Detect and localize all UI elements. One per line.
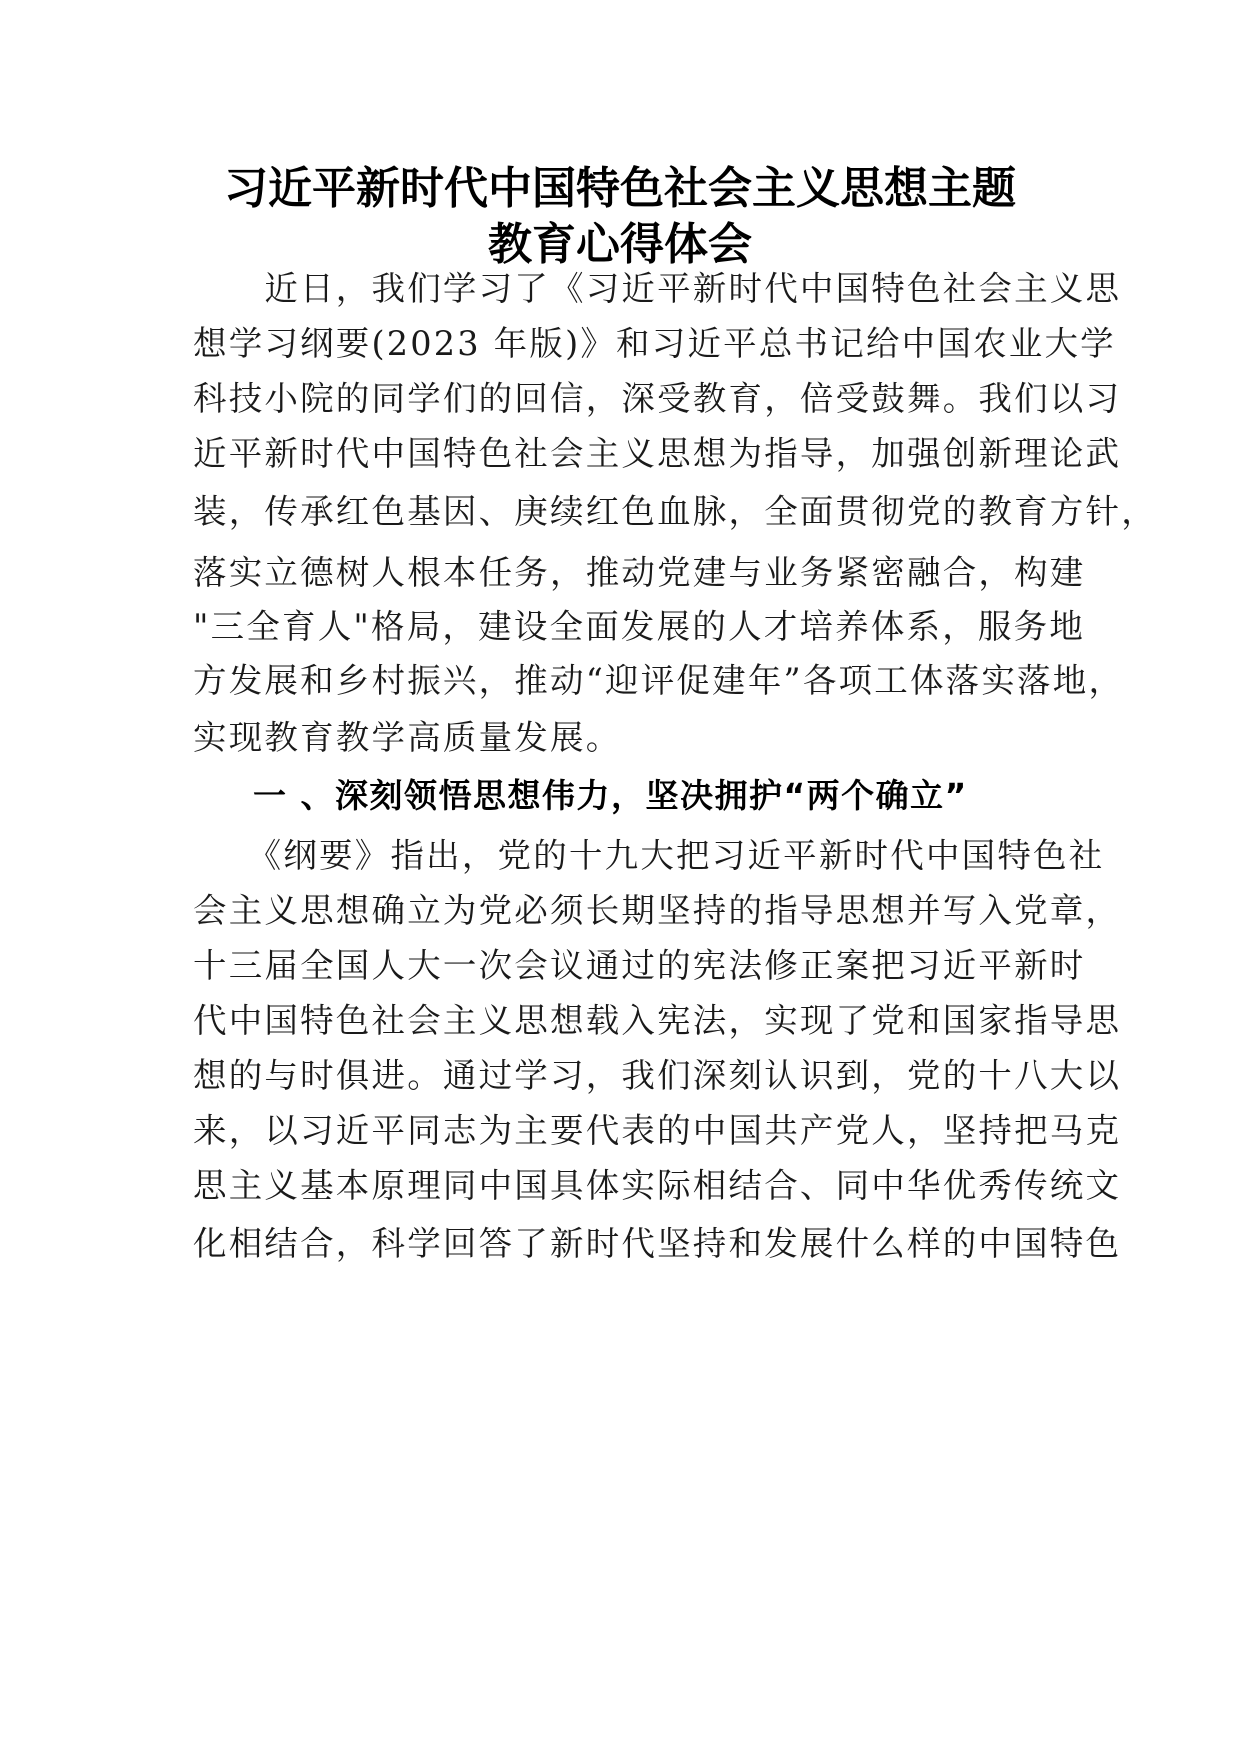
section-line: 十三届全国人大一次会议通过的宪法修正案把习近平新时 <box>193 946 1086 985</box>
intro-line: 想学习纲要(2023 年版)》和习近平总书记给中国农业大学 <box>193 324 1116 363</box>
section-line: 《纲要》指出，党的十九大把习近平新时代中国特色社 <box>193 836 1105 875</box>
intro-line: 方发展和乡村振兴，推动“迎评促建年”各项工体落实落地， <box>193 661 1125 700</box>
intro-line: 装，传承红色基因、庚续红色血脉，全面贯彻党的教育方针， <box>193 492 1157 531</box>
intro-line: 近平新时代中国特色社会主义思想为指导，加强创新理论武 <box>193 434 1122 473</box>
section-line: 化相结合，科学回答了新时代坚持和发展什么样的中国特色 <box>193 1224 1122 1263</box>
section-heading: 一 、深刻领悟思想伟力，坚决拥护“两个确立” <box>253 776 968 815</box>
section-line: 代中国特色社会主义思想载入宪法，实现了党和国家指导思 <box>193 1001 1122 1040</box>
section-line: 想的与时俱进。通过学习，我们深刻认识到，党的十八大以 <box>193 1056 1122 1095</box>
intro-line: 落实立德树人根本任务，推动党建与业务紧密融合，构建 <box>193 553 1086 592</box>
section-line: 思主义基本原理同中国具体实际相结合、同中华优秀传统文 <box>193 1166 1122 1205</box>
document-title-line-2: 教育心得体会 <box>488 219 752 270</box>
document-title-line-1: 习近平新时代中国特色社会主义思想主题 <box>224 163 1016 214</box>
intro-line: "三全育人"格局，建设全面发展的人才培养体系，服务地 <box>193 607 1086 646</box>
section-line: 来，以习近平同志为主要代表的中国共产党人，坚持把马克 <box>193 1111 1122 1150</box>
intro-line: 实现教育教学高质量发展。 <box>193 718 622 757</box>
section-line: 会主义思想确立为党必须长期坚持的指导思想并写入党章， <box>193 891 1122 930</box>
intro-line: 近日，我们学习了《习近平新时代中国特色社会主义思 <box>193 269 1122 308</box>
intro-line: 科技小院的同学们的回信，深受教育，倍受鼓舞。我们以习 <box>193 379 1122 418</box>
